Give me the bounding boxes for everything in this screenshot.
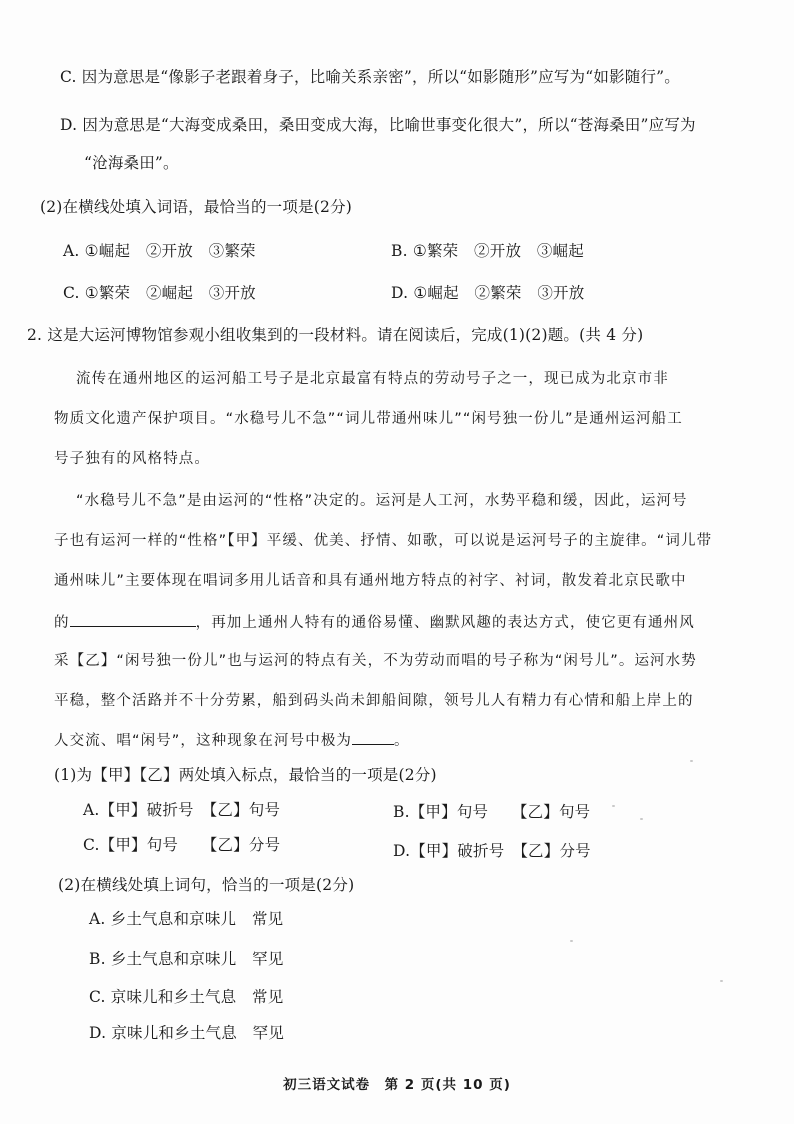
- q1-sub2-option-b: B. ①繁荣 ②开放 ③崛起: [391, 242, 584, 260]
- passage-p2-line3: 通州味儿”主要体现在唱词多用儿话音和具有通州地方特点的衬字、衬词，散发着北京民歌中: [54, 573, 687, 589]
- q2-sub1-stem: (1)为【甲】【乙】两处填入标点，最恰当的一项是(2分): [54, 766, 437, 784]
- scan-speck: [640, 818, 643, 820]
- q1-option-d-line1: D. 因为意思是“大海变成桑田，桑田变成大海，比喻世事变化很大”，所以“苍海桑田”应写为: [60, 116, 696, 134]
- passage-p2-line7: [54, 728, 410, 752]
- scan-speck: [690, 760, 693, 762]
- q2-sub2-option-c: C. 京味儿和乡土气息 常见: [89, 988, 284, 1006]
- q2-sub2-stem: (2)在横线处填上词句，恰当的一项是(2分): [58, 876, 355, 894]
- passage-p2-line1: “水稳号儿不急”是由运河的“性格”决定的。运河是人工河，水势平稳和缓，因此，运河号: [76, 493, 688, 509]
- page-footer: 初三语文试卷 第 2 页(共 10 页): [283, 1077, 511, 1093]
- passage-p2-line4-post: ，再加上通州人特有的通俗易懂、幽默风趣的表达方式，使它更有通州风: [195, 615, 695, 631]
- scan-speck: [720, 980, 723, 982]
- q2-stem: 2. 这是大运河博物馆参观小组收集到的一段材料。请在阅读后，完成(1)(2)题。(共 4 分): [27, 326, 644, 344]
- q1-option-c: C. 因为意思是“像影子老跟着身子，比喻关系亲密”，所以“如影随形”应写为“如影随行”。: [60, 68, 681, 86]
- q2-sub2-option-d: D. 京味儿和乡土气息 罕见: [89, 1024, 285, 1042]
- passage-p2-line6: 平稳，整个活路并不十分劳累，船到码头尚未卸船间隙，领号儿人有精力有心情和船上岸上的: [54, 693, 694, 709]
- q2-sub1-option-b: B.【甲】句号 【乙】句号: [393, 803, 591, 821]
- passage-p2-line7-post: 。: [394, 733, 410, 749]
- q1-sub2-option-a: A. ①崛起 ②开放 ③繁荣: [63, 242, 256, 260]
- q2-sub1-option-a: A.【甲】破折号 【乙】句号: [83, 801, 281, 819]
- passage-p2-line5: 采【乙】“闲号独一份儿”也与运河的特点有关，不为劳动而唱的号子称为“闲号儿”。运河水势: [54, 653, 697, 669]
- fill-blank-1: [70, 610, 196, 627]
- q2-sub1-option-c: C.【甲】句号 【乙】分号: [83, 836, 281, 854]
- q2-sub2-option-a: A. 乡土气息和京味儿 常见: [89, 910, 284, 928]
- scan-speck: [612, 805, 615, 807]
- q1-sub2-stem: (2)在横线处填入词语，最恰当的一项是(2分): [40, 198, 353, 216]
- passage-p2-line4: [54, 610, 695, 634]
- q2-sub1-option-d: D.【甲】破折号 【乙】分号: [393, 842, 591, 860]
- fill-blank-2: [352, 728, 394, 745]
- q1-option-d-line2: “沧海桑田”。: [84, 154, 179, 172]
- q1-sub2-option-c: C. ①繁荣 ②崛起 ③开放: [63, 284, 256, 302]
- passage-p2-line7-pre: 人交流、唱“闲号”，这种现象在河号中极为: [54, 733, 353, 749]
- passage-p1-line3: 号子独有的风格特点。: [54, 451, 210, 467]
- q1-sub2-option-d: D. ①崛起 ②繁荣 ③开放: [391, 284, 585, 302]
- passage-p1-line1: 流传在通州地区的运河船工号子是北京最富有特点的劳动号子之一，现已成为北京市非: [76, 371, 669, 387]
- q2-sub2-option-b: B. 乡土气息和京味儿 罕见: [89, 950, 284, 968]
- scan-speck: [570, 940, 573, 942]
- passage-p2-line4-pre: 的: [54, 615, 70, 631]
- passage-p2-line2: 子也有运河一样的“性格”【甲】平缓、优美、抒情、如歌，可以说是运河号子的主旋律。“词儿带: [54, 533, 713, 549]
- passage-p1-line2: 物质文化遗产保护项目。“水稳号儿不急”“词儿带通州味儿”“闲号独一份儿”是通州运河船工: [54, 411, 683, 427]
